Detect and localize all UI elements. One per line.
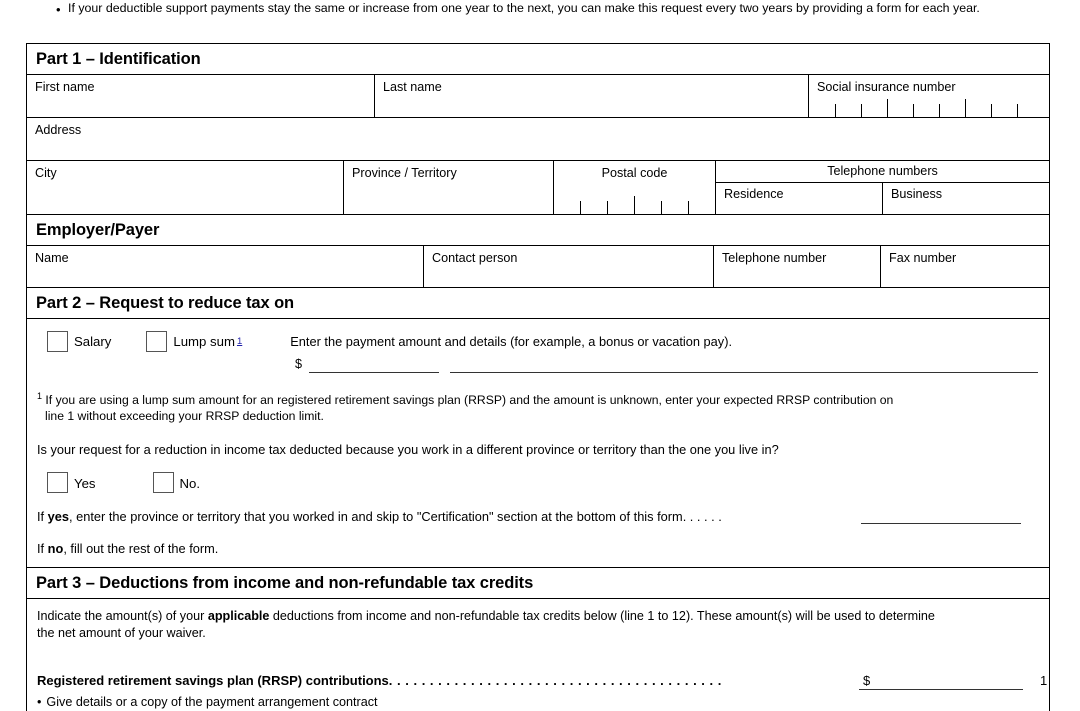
province-worked-in-input-line[interactable] [861,523,1021,524]
postal-code-label: Postal code [601,166,668,180]
residence-phone-field[interactable] [716,183,883,214]
first-name-field[interactable] [27,75,375,117]
identification-address-row [27,118,1049,161]
salary-checkbox[interactable] [47,331,68,352]
employer-telephone-field[interactable] [714,246,881,287]
address-field[interactable] [27,118,1049,160]
payment-details-input-line[interactable] [450,372,1038,373]
sin-tick-marks [809,99,1049,117]
if-yes-prefix: If [37,509,48,525]
last-name-field[interactable] [375,75,809,117]
part3-intro-line-2: the net amount of your waiver. [37,626,206,641]
bullet-icon: • [56,2,61,17]
part2-body [27,319,1049,568]
part3-heading: Part 3 – Deductions from income and non-refundable tax credits [27,568,1049,599]
address-label: Address [35,123,82,137]
if-no-instruction [37,540,1039,557]
footnote-marker: 1 [37,391,43,401]
residence-label: Residence [724,187,784,201]
yes-checkbox[interactable] [47,472,68,493]
payment-instruction-text: Enter the payment amount and details (for example, a bonus or vacation pay). [290,334,733,349]
sin-label: Social insurance number [817,80,956,94]
no-label: No. [179,476,201,492]
business-label: Business [891,187,943,201]
rrsp-dollar-sign: $ [863,673,871,689]
province-label: Province / Territory [352,166,457,180]
part2-heading: Part 2 – Request to reduce tax on [27,288,1049,319]
rrsp-amount-input-line[interactable] [859,689,1023,690]
if-no-prefix: If [37,541,48,557]
sin-field[interactable] [809,75,1049,117]
yes-no-row [47,474,1039,493]
lump-sum-label: Lump sum [173,334,235,349]
first-name-label: First name [35,80,95,94]
identification-name-row [27,75,1049,118]
fax-number-field[interactable] [881,246,1049,287]
city-field[interactable] [27,161,344,214]
employer-name-label: Name [35,251,69,265]
footnote-line-1: If you are using a lump sum amount for an registered retirement savings plan (RRSP) and the amount is unknown, enter your expected RRSP contribution on [45,393,894,408]
last-name-label: Last name [383,80,442,94]
contact-person-field[interactable] [424,246,714,287]
salary-label: Salary [74,334,112,349]
employer-row [27,246,1049,288]
postal-code-tick-marks [554,196,715,214]
payment-amount-input-line[interactable] [309,372,439,373]
lump-sum-footnote-link[interactable]: 1 [236,336,243,347]
rrsp-contribution-line [37,672,1048,689]
employer-name-field[interactable] [27,246,424,287]
rrsp-note-text: Give details or a copy of the payment arrangement contract [46,695,378,710]
yes-label: Yes [74,476,96,492]
part3-intro [37,608,1039,642]
part3-intro-prefix: Indicate the amount(s) of your [37,609,208,624]
part3-intro-suffix: deductions from income and non-refundable tax credits below (line 1 to 12). These amount(s) will be used to determine [269,609,935,624]
city-label: City [35,166,57,180]
if-no-suffix: , fill out the rest of the form. [63,541,219,557]
payment-amount-row [295,356,1039,378]
intro-bullet-paragraph [56,0,1036,17]
if-no-keyword: no [47,541,64,557]
part3-body [27,599,1049,711]
payment-dollar-sign: $ [295,357,303,371]
employer-telephone-label: Telephone number [722,251,827,265]
if-yes-suffix: , enter the province or territory that you worked in and skip to "Certification" section at the bottom of this form. . . . . . [69,509,722,525]
lump-sum-footnote [37,388,1039,424]
footnote-line-2: line 1 without exceeding your RRSP deduction limit. [45,409,324,424]
rrsp-note [37,694,1039,711]
postal-code-field[interactable] [554,161,716,214]
intro-text: If your deductible support payments stay the same or increase from one year to the next, you can make this request every two years by providing a form for each year. [68,1,980,15]
part3-intro-keyword: applicable [207,609,270,624]
if-yes-keyword: yes [47,509,70,525]
telephone-numbers-label: Telephone numbers [716,161,1049,183]
part1-heading: Part 1 – Identification [27,44,1049,75]
if-yes-instruction [37,508,1039,525]
province-field[interactable] [344,161,554,214]
fax-number-label: Fax number [889,251,957,265]
bullet-icon: • [37,695,42,710]
employer-payer-heading: Employer/Payer [27,215,1049,246]
rrsp-leader-dots: . . . . . . . . . . . . . . . . . . . . . . . . . . . . . . . . . . . . . . . . . [388,673,722,689]
no-checkbox[interactable] [153,472,174,493]
business-phone-field[interactable] [883,183,1049,214]
form-container [26,43,1050,711]
payment-type-row [47,333,1039,352]
telephone-numbers-group [716,161,1049,214]
telephone-sub-columns [716,183,1049,214]
province-question-text: Is your request for a reduction in income tax deducted because you work in a different province or territory than the one you live in? [37,442,779,458]
contact-person-label: Contact person [432,251,518,265]
lump-sum-checkbox[interactable] [146,331,167,352]
rrsp-label: Registered retirement savings plan (RRSP) contributions [37,673,389,689]
identification-city-row [27,161,1049,215]
rrsp-line-number: 1 [1040,673,1048,689]
